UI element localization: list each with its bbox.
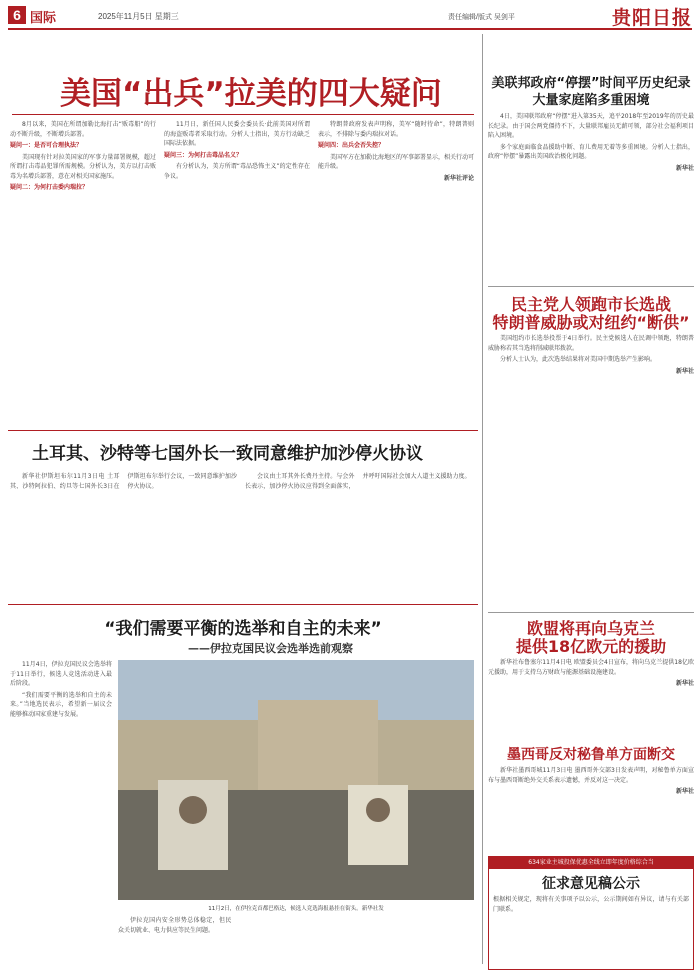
paragraph: 分析人士认为，此次选举结果将对美国中期选举产生影响。 [500, 356, 657, 363]
campaign-poster [348, 785, 408, 865]
article-column-1 [10, 120, 156, 402]
article-column-2 [164, 120, 310, 402]
article-column-3 [318, 120, 474, 402]
paragraph: 美国纽约市长选举投票于4日举行。民主党候选人在民调中领跑，特朗普威胁称若其当选将削减联邦拨款。 [488, 335, 694, 352]
divider [8, 430, 478, 431]
masthead-logo: 贵阳日报 [611, 7, 692, 29]
column-divider [482, 34, 483, 964]
article-gaza-ceasefire [8, 434, 478, 604]
public-notice-ad [488, 856, 694, 970]
divider [488, 286, 694, 287]
article-title: 美国“出兵”拉美的四大疑问 [60, 76, 442, 112]
sidebar-subtitle: 提供18亿欧元的援助 [515, 637, 667, 656]
subheading: 疑问三：为何打击毒品名义？ [164, 151, 243, 159]
paragraph: 多个家庭面临食品援助中断、育儿费用无着等多重困境。分析人士指出，政府“停摆”暴露出美国政治极化问题。 [488, 143, 694, 160]
section-number: 6 [8, 6, 26, 24]
sidebar-title: 美联邦政府“停摆”时间平历史纪录 [491, 76, 691, 91]
photo-scene [118, 660, 474, 900]
paragraph: 11月4日，伊拉克国民议会选举将于11日举行，候选人竞选活动进入最后阶段。 [10, 661, 112, 687]
sidebar-title: 墨西哥反对秘鲁单方面断交 [507, 747, 675, 763]
article-subtitle: ——伊拉克国民议会选举选前观察 [188, 642, 353, 655]
sidebar-body [488, 334, 694, 454]
paragraph: 4日，美国联邦政府“停摆”进入第35天，追平2018年至2019年的历史最长纪录。由于国会两党僵持不下，大量联邦雇员无薪可领，部分社会福利项目陷入困境。 [488, 113, 694, 139]
byline: 新华社 [675, 680, 694, 687]
divider [12, 114, 474, 115]
article-us-latam [8, 32, 478, 407]
issue-date: 2025年11月5日 星期三 [98, 12, 179, 21]
subheading: 疑问二：为何打击委内瑞拉？ [10, 184, 89, 191]
paragraph: 美国现有针对拉美国家的军事力量部署规模，超过所谓打击毒品犯罪所需规模。分析认为，美方以打击贩毒为名增兵部署，意在对相关国家施压。 [10, 153, 156, 180]
paragraph: 新华社伊斯坦布尔11月3日电 土耳其、沙特阿拉伯、约旦等七国外长3日在伊斯坦布尔举行会议，一致同意维护加沙停火协议。 [10, 473, 237, 490]
paragraph: 新华社布鲁塞尔11月4日电 欧盟委员会4日宣布，将向乌克兰提供18亿欧元援助，用于支持乌方财政与能源基础设施建设。 [488, 659, 694, 676]
sidebar-title: 民主党人领跑市长选战 [510, 295, 671, 314]
gate-arch [258, 700, 378, 790]
byline: 新华社 [675, 367, 694, 375]
divider [488, 612, 694, 613]
subheading: 疑问一：是否可合理执法？ [10, 142, 83, 149]
byline: 新华社 [675, 788, 694, 795]
candidate-portrait [366, 798, 390, 822]
divider [8, 604, 478, 605]
paragraph: 会议由土耳其外长费丹主持。与会外长表示，加沙停火协议应得到全面落实，并呼吁国际社会加大人道主义援助力度。 [245, 473, 471, 490]
sidebar-mexico-peru [488, 744, 694, 844]
sidebar-subtitle: 特朗普威胁或对纽约“断供” [492, 313, 690, 332]
paragraph: 美国军方在加勒比海地区的军事部署显示，相关行动可能升级。 [318, 153, 474, 170]
article-body-continued [118, 916, 474, 968]
article-column-1 [10, 660, 112, 968]
paragraph: 11月日，新任国人民委会委员长·此前美国对所谓的海盗贩毒者采取行动。分析人士指出，美方行动缺乏国际法依据。 [164, 121, 310, 147]
sidebar-body [488, 658, 694, 734]
candidate-portrait [179, 796, 207, 824]
page-header [8, 6, 692, 30]
byline: 新华社 [675, 164, 694, 172]
sidebar-body [488, 766, 694, 852]
byline: 新华社评论 [443, 174, 474, 182]
campaign-poster [158, 780, 228, 870]
paragraph: 特朗普政府发表声明称，美军“随时待命”，特朗普则表示，不排除与委内瑞拉对话。 [318, 121, 474, 138]
subheading: 疑问四：出兵会否失控？ [318, 142, 385, 149]
sidebar-title: 欧盟将再向乌克兰 [526, 619, 655, 638]
news-photo-baghdad [118, 660, 474, 900]
paragraph: 伊拉克国内安全形势总体稳定，但民众关切就业、电力供应等民生问题。 [118, 917, 232, 934]
ad-banner: 634家业主城投保优惠全线立即年度价格综合当 [489, 857, 693, 869]
article-body [10, 472, 472, 596]
photo-caption: 11月2日，在伊拉克首都巴格达，候选人竞选海报悬挂在街头。新华社发 [208, 906, 384, 912]
sidebar-us-shutdown [488, 72, 694, 242]
paragraph: 新华社墨西哥城11月3日电 墨西哥外交部3日发表声明，对秘鲁单方面宣布与墨西哥断绝外交关系表示遗憾，并反对这一决定。 [488, 767, 694, 784]
editor-credit: 责任编辑/版式 吴剑平 [448, 14, 515, 21]
paragraph: “我们需要平衡的选举和自主的未来。”当地选民表示，希望新一届议会能够推动国家重建与发展。 [10, 691, 112, 718]
ad-body: 根据相关规定，现将有关事项予以公示，公示期间如有异议，请与有关部门联系。 [493, 896, 689, 913]
paragraph: 有分析认为，美方所谓“毒品恐怖主义”的定性存在争议。 [164, 163, 310, 180]
ad-title: 征求意见稿公示 [542, 876, 640, 892]
paragraph: 8月以来，美国在所谓加勒比海打击“贩毒船”的行动不断升级，不断增兵部署。 [10, 121, 156, 138]
sidebar-subtitle: 大量家庭陷多重困境 [532, 93, 650, 108]
sidebar-body [488, 112, 694, 272]
sidebar-eu-ukraine [488, 614, 694, 734]
article-title: “我们需要平衡的选举和自主的未来” [104, 619, 382, 639]
article-title: 土耳其、沙特等七国外长一致同意维护加沙停火协议 [32, 444, 423, 464]
article-iraq-election [8, 608, 478, 970]
sidebar-nyc-election [488, 290, 694, 410]
section-name: 国际 [30, 10, 57, 25]
